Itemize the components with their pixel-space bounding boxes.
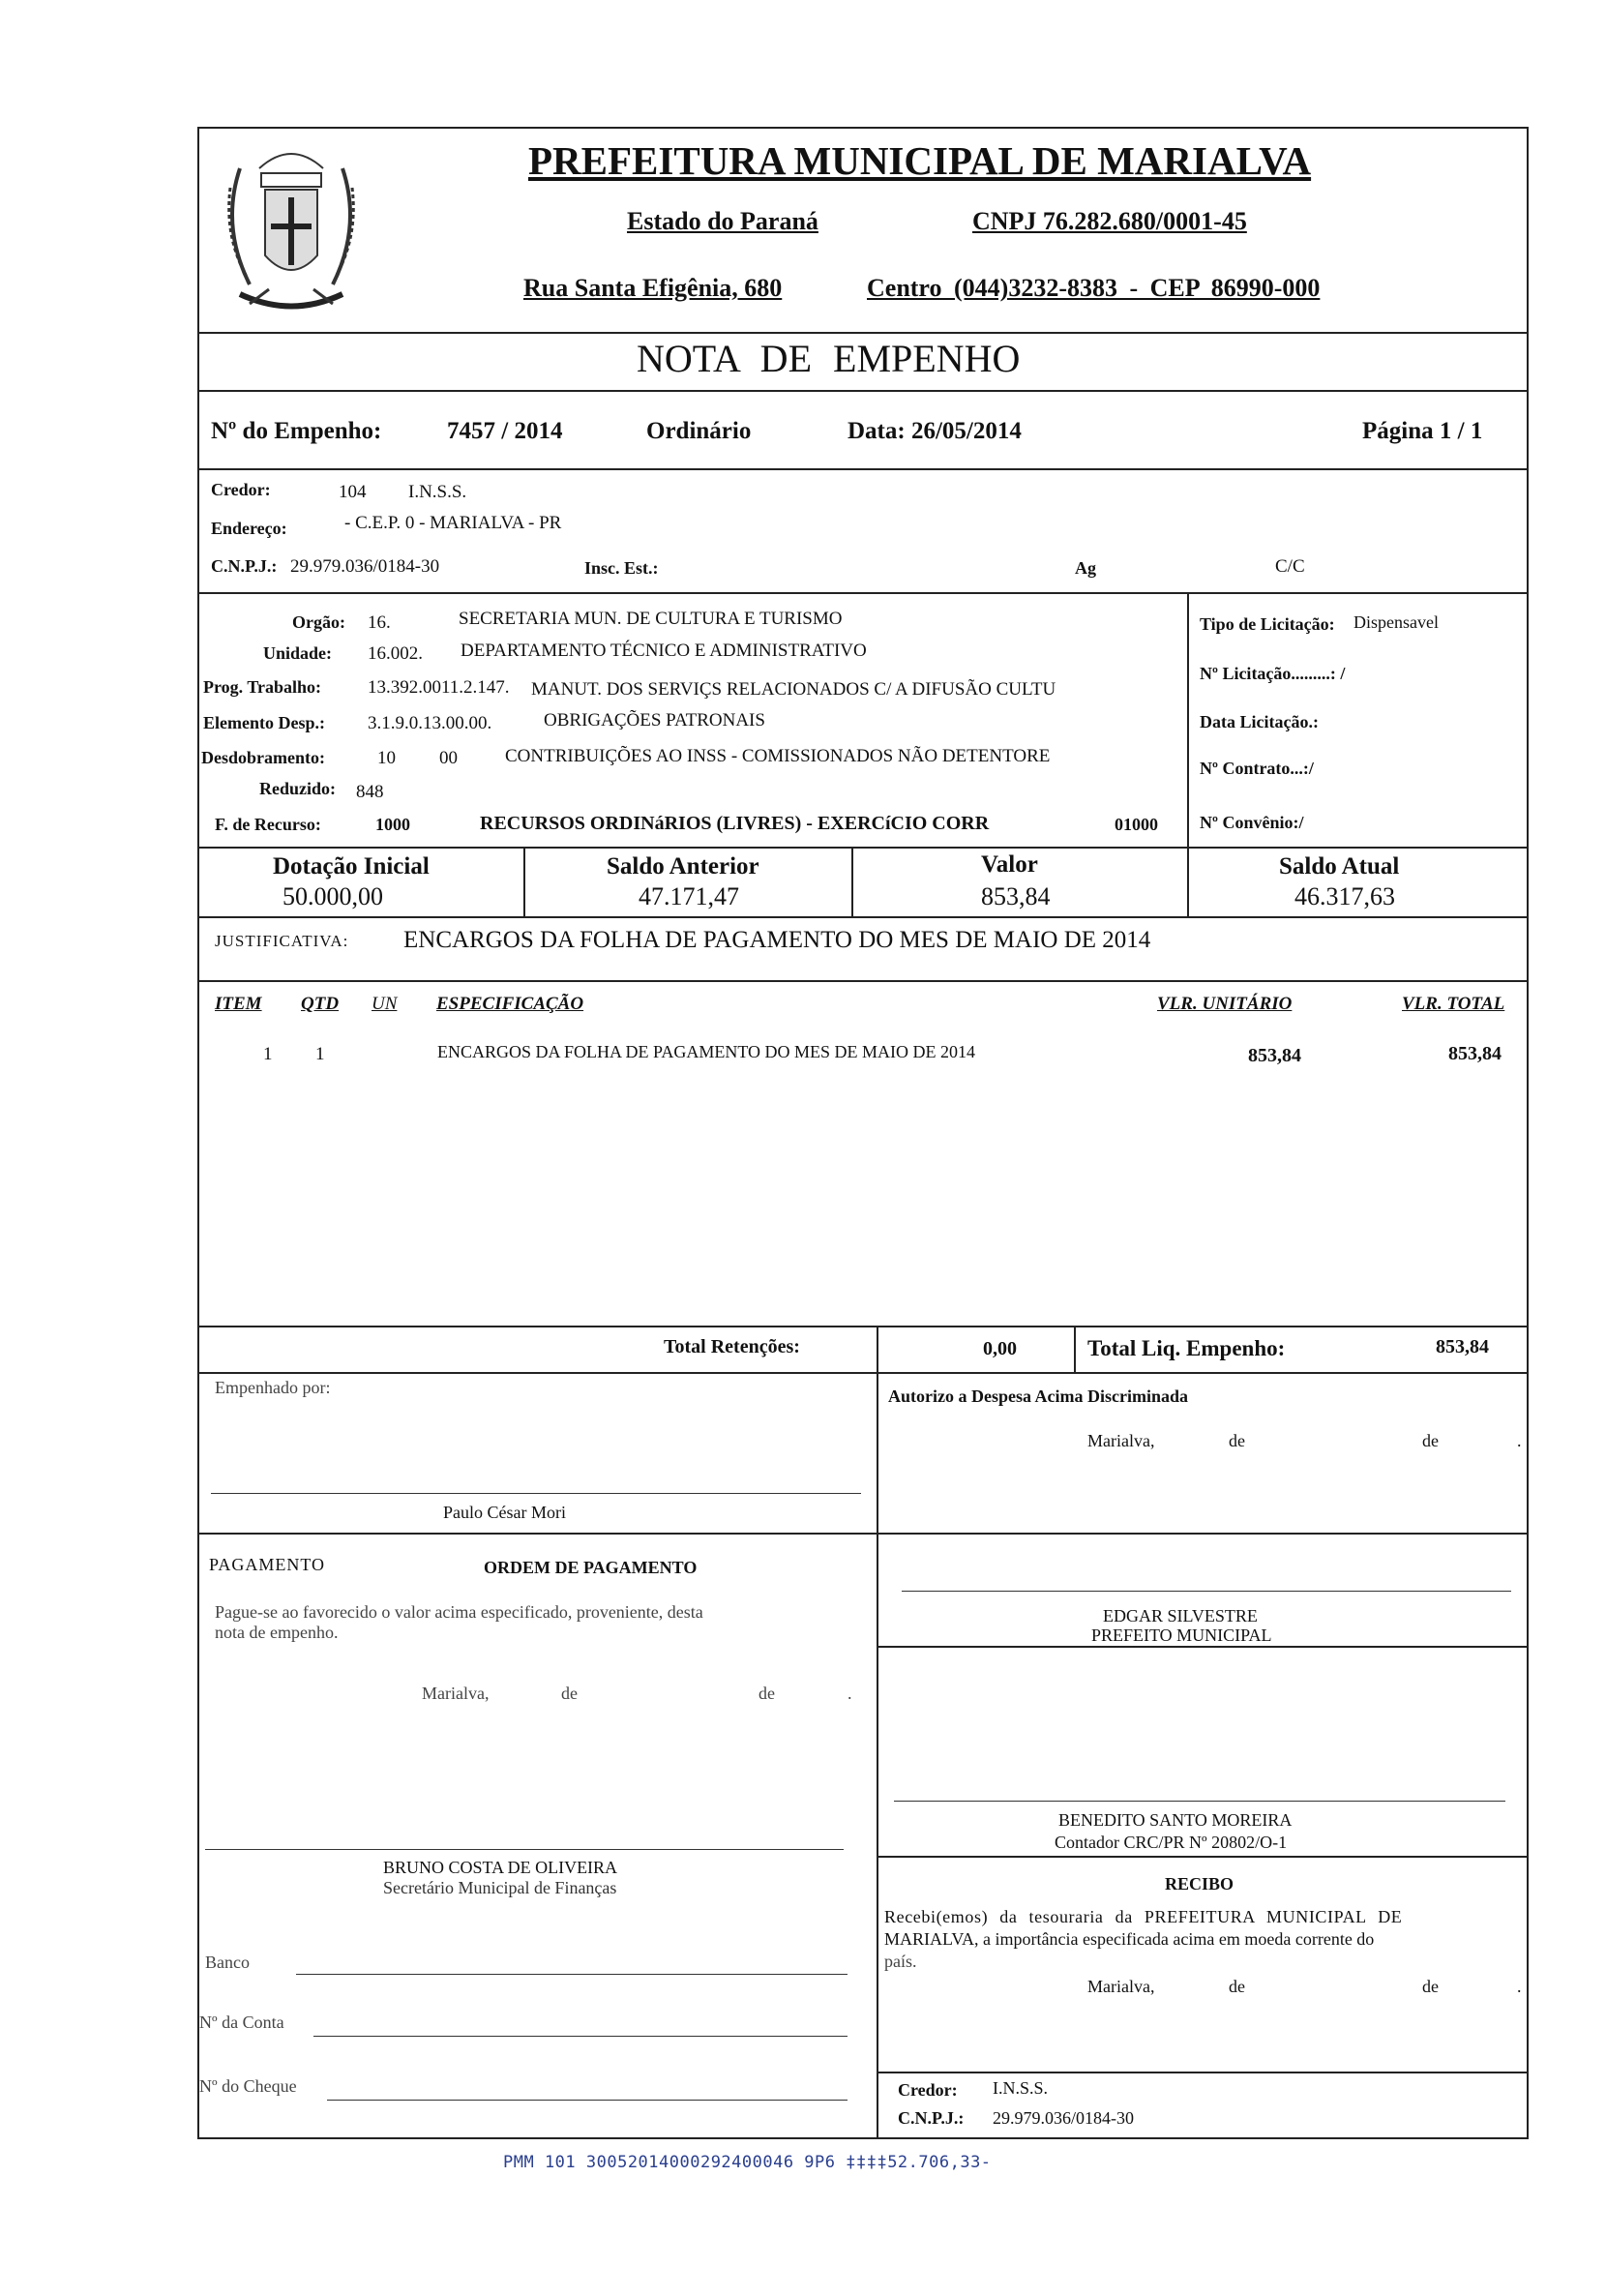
tipo-licitacao-label: Tipo de Licitação: [1200, 614, 1335, 634]
autorizo-title: Autorizo a Despesa Acima Discriminada [888, 1387, 1188, 1406]
empenho-type: Ordinário [646, 418, 752, 444]
pagamento-city: Marialva, [422, 1684, 490, 1703]
divider [197, 1533, 1529, 1535]
state-label: Estado do Paraná [627, 207, 818, 235]
divider [877, 1372, 878, 2139]
divider [877, 1856, 1529, 1858]
col-header-especificacao: ESPECIFICAÇÃO [436, 994, 584, 1014]
recibo-line-3: país. [884, 1952, 917, 1971]
divider [197, 916, 1529, 918]
desdobramento-label: Desdobramento: [201, 748, 325, 767]
signature-line [211, 1493, 861, 1494]
recurso-desc: RECURSOS ORDINáRIOS (LIVRES) - EXERCíCIO CORR [480, 813, 990, 834]
orgao-desc: SECRETARIA MUN. DE CULTURA E TURISMO [459, 609, 843, 629]
recibo-line-2: MARIALVA, a importância especificada acima em moeda corrente do [884, 1929, 1375, 1949]
pagamento-de1: de [561, 1684, 578, 1703]
divider [877, 2072, 1529, 2073]
pagamento-de2: de [758, 1684, 775, 1703]
recibo-city: Marialva, [1087, 1977, 1155, 1996]
unidade-desc: DEPARTAMENTO TÉCNICO E ADMINISTRATIVO [461, 641, 867, 661]
row-vlr-unitario: 853,84 [1248, 1045, 1301, 1066]
row-item: 1 [263, 1044, 273, 1064]
conta-line [313, 2036, 848, 2037]
divider [1187, 847, 1189, 916]
col-header-qtd: QTD [301, 994, 340, 1014]
divider [877, 1646, 1529, 1648]
dotacao-value: 50.000,00 [283, 882, 383, 910]
secretario-role: Secretário Municipal de Finanças [383, 1878, 617, 1897]
recibo-credor-value: I.N.S.S. [993, 2078, 1049, 2098]
elemento-label: Elemento Desp.: [203, 713, 325, 732]
cc-label: C/C [1275, 556, 1305, 577]
orgao-code: 16. [368, 612, 391, 633]
numero-contrato: Nº Contrato...:/ [1200, 759, 1314, 778]
prog-desc: MANUT. DOS SERVIÇS RELACIONADOS C/ A DIFUSÃO CULTU [531, 679, 1056, 700]
autorizo-de1: de [1229, 1431, 1245, 1450]
col-header-item: ITEM [215, 994, 262, 1014]
recibo-de2: de [1422, 1977, 1439, 1996]
desdobramento-desc: CONTRIBUIÇÕES AO INSS - COMISSIONADOS NÃO DETENTORE [505, 746, 1051, 766]
recibo-dot: . [1517, 1977, 1522, 1996]
elemento-desc: OBRIGAÇÕES PATRONAIS [544, 710, 765, 731]
valor-value: 853,84 [981, 882, 1051, 910]
contador-role: Contador CRC/PR Nº 20802/O-1 [1055, 1833, 1288, 1852]
justificativa-text: ENCARGOS DA FOLHA DE PAGAMENTO DO MES DE MAIO DE 2014 [403, 927, 1151, 953]
footer-stamp: PMM 101 30052014000292400046 9P6 ‡‡‡‡52.706,33- [503, 2153, 992, 2172]
signature-line [205, 1849, 844, 1850]
pagamento-text-2: nota de empenho. [215, 1623, 339, 1642]
prog-code: 13.392.0011.2.147. [368, 677, 510, 698]
divider [197, 468, 1529, 470]
endereco-label: Endereço: [211, 519, 287, 538]
elemento-code: 3.1.9.0.13.00.00. [368, 713, 492, 733]
divider [197, 847, 1529, 849]
divider [1074, 1326, 1076, 1372]
cheque-line [327, 2100, 848, 2101]
credor-name: I.N.S.S. [408, 482, 467, 502]
signature-line [894, 1801, 1505, 1802]
retencoes-value: 0,00 [983, 1338, 1017, 1359]
data-licitacao: Data Licitação.: [1200, 712, 1319, 731]
cheque-label: Nº do Cheque [199, 2076, 297, 2096]
prefeito-name: EDGAR SILVESTRE [1103, 1606, 1258, 1625]
desdobramento-code2: 00 [439, 748, 458, 768]
divider [197, 592, 1529, 594]
row-vlr-total: 853,84 [1448, 1043, 1502, 1064]
credor-cnpj-value: 29.979.036/0184-30 [290, 556, 440, 577]
credor-label: Credor: [211, 480, 271, 499]
tipo-licitacao-value: Dispensavel [1353, 612, 1439, 632]
empenho-number: 7457 / 2014 [447, 418, 563, 444]
divider [1187, 592, 1189, 847]
empenhado-name: Paulo César Mori [443, 1503, 566, 1522]
recibo-credor-label: Credor: [898, 2080, 958, 2100]
col-header-vlr-total: VLR. TOTAL [1402, 994, 1505, 1014]
reduzido-value: 848 [356, 782, 384, 802]
divider [197, 390, 1529, 392]
saldo-anterior-label: Saldo Anterior [607, 853, 759, 880]
recibo-line-1: Recebi(emos) da tesouraria da PREFEITURA MUNICIPAL DE [884, 1907, 1403, 1926]
address-label: Rua Santa Efigênia, 680 [523, 274, 783, 302]
recurso-label: F. de Recurso: [215, 815, 321, 834]
endereco-value: - C.E.P. 0 - MARIALVA - PR [344, 513, 562, 533]
secretario-name: BRUNO COSTA DE OLIVEIRA [383, 1858, 618, 1877]
recibo-title: RECIBO [1165, 1874, 1234, 1893]
insc-label: Insc. Est.: [584, 558, 659, 578]
conta-label: Nº da Conta [199, 2013, 284, 2032]
ag-label: Ag [1075, 558, 1096, 578]
recibo-cnpj-label: C.N.P.J.: [898, 2108, 965, 2128]
liquido-value: 853,84 [1436, 1336, 1489, 1357]
liquido-label: Total Liq. Empenho: [1087, 1336, 1286, 1360]
divider [197, 980, 1529, 982]
banco-label: Banco [205, 1953, 250, 1972]
justificativa-label: JUSTIFICATIVA: [215, 932, 349, 950]
empenho-label: Nº do Empenho: [211, 418, 382, 444]
empenho-date: Data: 26/05/2014 [848, 418, 1022, 444]
page-title: PREFEITURA MUNICIPAL DE MARIALVA [528, 138, 1312, 183]
divider [523, 847, 525, 916]
document-title: NOTA DE EMPENHO [637, 337, 1021, 380]
prog-label: Prog. Trabalho: [203, 677, 322, 697]
ordem-pagamento-label: ORDEM DE PAGAMENTO [484, 1558, 698, 1577]
row-especificacao: ENCARGOS DA FOLHA DE PAGAMENTO DO MES DE MAIO DE 2014 [437, 1042, 976, 1061]
prefeito-role: PREFEITO MUNICIPAL [1091, 1625, 1272, 1645]
page-number: Página 1 / 1 [1362, 418, 1483, 444]
retencoes-label: Total Retenções: [664, 1336, 800, 1357]
autorizo-dot: . [1517, 1431, 1522, 1450]
unidade-label: Unidade: [263, 643, 333, 663]
dotacao-label: Dotação Inicial [273, 853, 430, 880]
numero-licitacao: Nº Licitação.........: / [1200, 664, 1346, 683]
col-header-un: UN [372, 994, 398, 1014]
saldo-anterior-value: 47.171,47 [639, 882, 739, 910]
contact-label: Centro (044)3232-8383 - CEP 86990-000 [867, 274, 1321, 302]
reduzido-label: Reduzido: [259, 779, 337, 798]
divider [877, 1326, 878, 1372]
pagamento-dot: . [848, 1684, 852, 1703]
divider [197, 1372, 1529, 1374]
autorizo-de2: de [1422, 1431, 1439, 1450]
coat-of-arms-icon [201, 130, 381, 333]
col-header-vlr-unitario: VLR. UNITÁRIO [1157, 994, 1293, 1014]
credor-code: 104 [339, 482, 367, 502]
recurso-code: 1000 [375, 815, 410, 834]
numero-convenio: Nº Convênio:/ [1200, 813, 1304, 832]
saldo-atual-label: Saldo Atual [1279, 853, 1400, 880]
contador-name: BENEDITO SANTO MOREIRA [1058, 1810, 1293, 1830]
divider [197, 1326, 1529, 1327]
recibo-cnpj-value: 29.979.036/0184-30 [993, 2108, 1134, 2128]
recibo-de1: de [1229, 1977, 1245, 1996]
row-qtd: 1 [315, 1044, 325, 1064]
desdobramento-code1: 10 [377, 748, 396, 768]
pagamento-text-1: Pague-se ao favorecido o valor acima especificado, proveniente, desta [215, 1602, 703, 1622]
divider [851, 847, 853, 916]
unidade-code: 16.002. [368, 643, 423, 664]
saldo-atual-value: 46.317,63 [1294, 882, 1395, 910]
recurso-code2: 01000 [1115, 815, 1158, 834]
divider [197, 332, 1529, 334]
pagamento-label: PAGAMENTO [209, 1555, 326, 1574]
autorizo-city: Marialva, [1087, 1431, 1155, 1450]
empenhado-label: Empenhado por: [215, 1378, 331, 1397]
signature-line [902, 1591, 1511, 1592]
orgao-label: Orgão: [292, 612, 345, 632]
valor-label: Valor [981, 851, 1038, 878]
banco-line [296, 1974, 848, 1975]
credor-cnpj-label: C.N.P.J.: [211, 556, 278, 576]
cnpj-label: CNPJ 76.282.680/0001-45 [972, 207, 1247, 235]
